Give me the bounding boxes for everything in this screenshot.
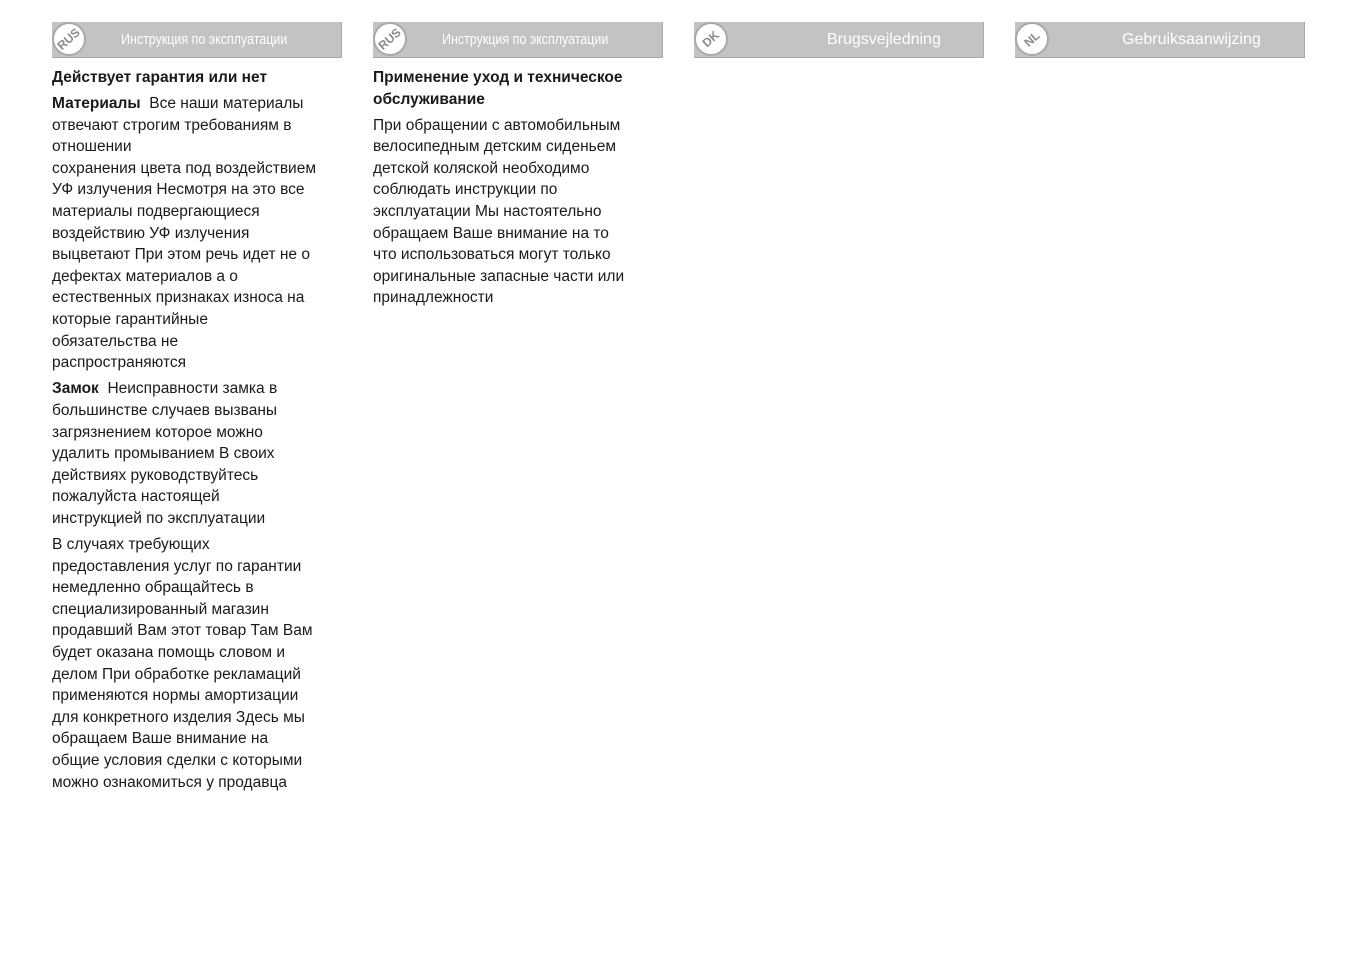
language-code: RUS [375,25,405,53]
language-code: DK [699,27,723,51]
text-line: будет оказана помощь словом и [52,643,286,661]
text-line: При обращении с автомобильным [373,116,621,134]
text-line: естественных признаках износа на [52,289,305,307]
text-line: немедленно обращайтесь в [52,579,254,597]
text-line: предоставления услуг по гарантии [52,557,302,575]
paragraph-warranty-service [52,534,342,793]
section-body [52,58,342,793]
language-badge-icon [52,22,86,56]
section-header-tab [1015,22,1305,58]
text-line: материалы подвергающиеся [52,203,260,221]
text-line: эксплуатации Мы настоятельно [373,203,602,221]
text-line: что использоваться могут только [373,246,611,264]
column-rus-warranty [52,22,342,798]
text-line: для конкретного изделия Здесь мы [52,708,305,726]
text-line: применяются нормы амортизации [52,687,299,705]
text-line: детской коляской необходимо [373,159,590,177]
text-line: отношении [52,138,132,156]
text-line: соблюдать инструкции по [373,181,558,199]
text-line: обращаем Ваше внимание на то [373,224,609,242]
text-line: загрязнением которое можно [52,423,263,441]
text-line: оригинальные запасные части или [373,267,625,285]
text-line: дефектах материалов а о [52,267,238,285]
column-rus-care [373,22,663,314]
section-header-tab [694,22,984,58]
section-header-title: Gebruiksaanwijzing [1122,31,1261,48]
text-line: делом При обработке рекламаций [52,665,301,683]
heading-line: обслуживание [373,90,485,108]
text-line: принадлежности [373,289,494,307]
text-line: В случаях требующих [52,535,210,553]
text-line: Все наши материалы [149,95,304,113]
text-line: велосипедным детским сиденьем [373,138,617,156]
paragraph-lead: Замок [52,380,99,398]
text-line: можно ознакомиться у продавца [52,773,287,791]
text-line: пожалуйста настоящей [52,488,220,506]
text-line: обращаем Ваше внимание на [52,730,269,748]
section-header-tab [373,22,663,58]
text-line: продавший Вам этот товар Там Вам [52,622,313,640]
language-badge-icon [694,22,728,56]
section-header-title: Инструкция по эксплуатации [442,32,609,48]
section-body [373,58,663,309]
language-code: NL [1021,28,1043,50]
paragraph-lead: Материалы [52,95,141,113]
text-line: удалить промыванием В своих [52,445,275,463]
text-line: инструкцией по эксплуатации [52,509,266,527]
text-line: обязательства не [52,332,179,350]
text-line: которые гарантийные [52,311,208,329]
text-line: УФ излучения Несмотря на это все [52,181,305,199]
section-header-tab [52,22,342,58]
text-line: сохранения цвета под воздействием [52,159,316,177]
column-nl [1015,22,1305,58]
language-badge-icon [1015,22,1049,56]
paragraph-materials [52,93,342,374]
section-header-title: Инструкция по эксплуатации [121,32,288,48]
section-heading [373,67,663,110]
paragraph-lock [52,378,342,529]
text-line: действиях руководствуйтесь [52,466,259,484]
text-line: Неисправности замка в [107,380,278,398]
paragraph-usage [373,115,663,309]
text-line: отвечают строгим требованиям в [52,116,292,134]
text-line: специализированный магазин [52,600,269,618]
language-badge-icon [373,22,407,56]
text-line: большинстве случаев вызваны [52,401,278,419]
section-heading: Действует гарантия или нет [52,69,268,86]
text-line: распространяются [52,354,187,372]
section-header-title: Brugsvejledning [827,31,941,48]
language-code: RUS [54,25,84,53]
text-line: воздействию УФ излучения [52,224,250,242]
text-line: выцветают При этом речь идет не о [52,246,310,264]
text-line: общие условия сделки с которыми [52,751,303,769]
heading-line: Применение уход и техническое [373,69,623,86]
column-dk [694,22,984,58]
